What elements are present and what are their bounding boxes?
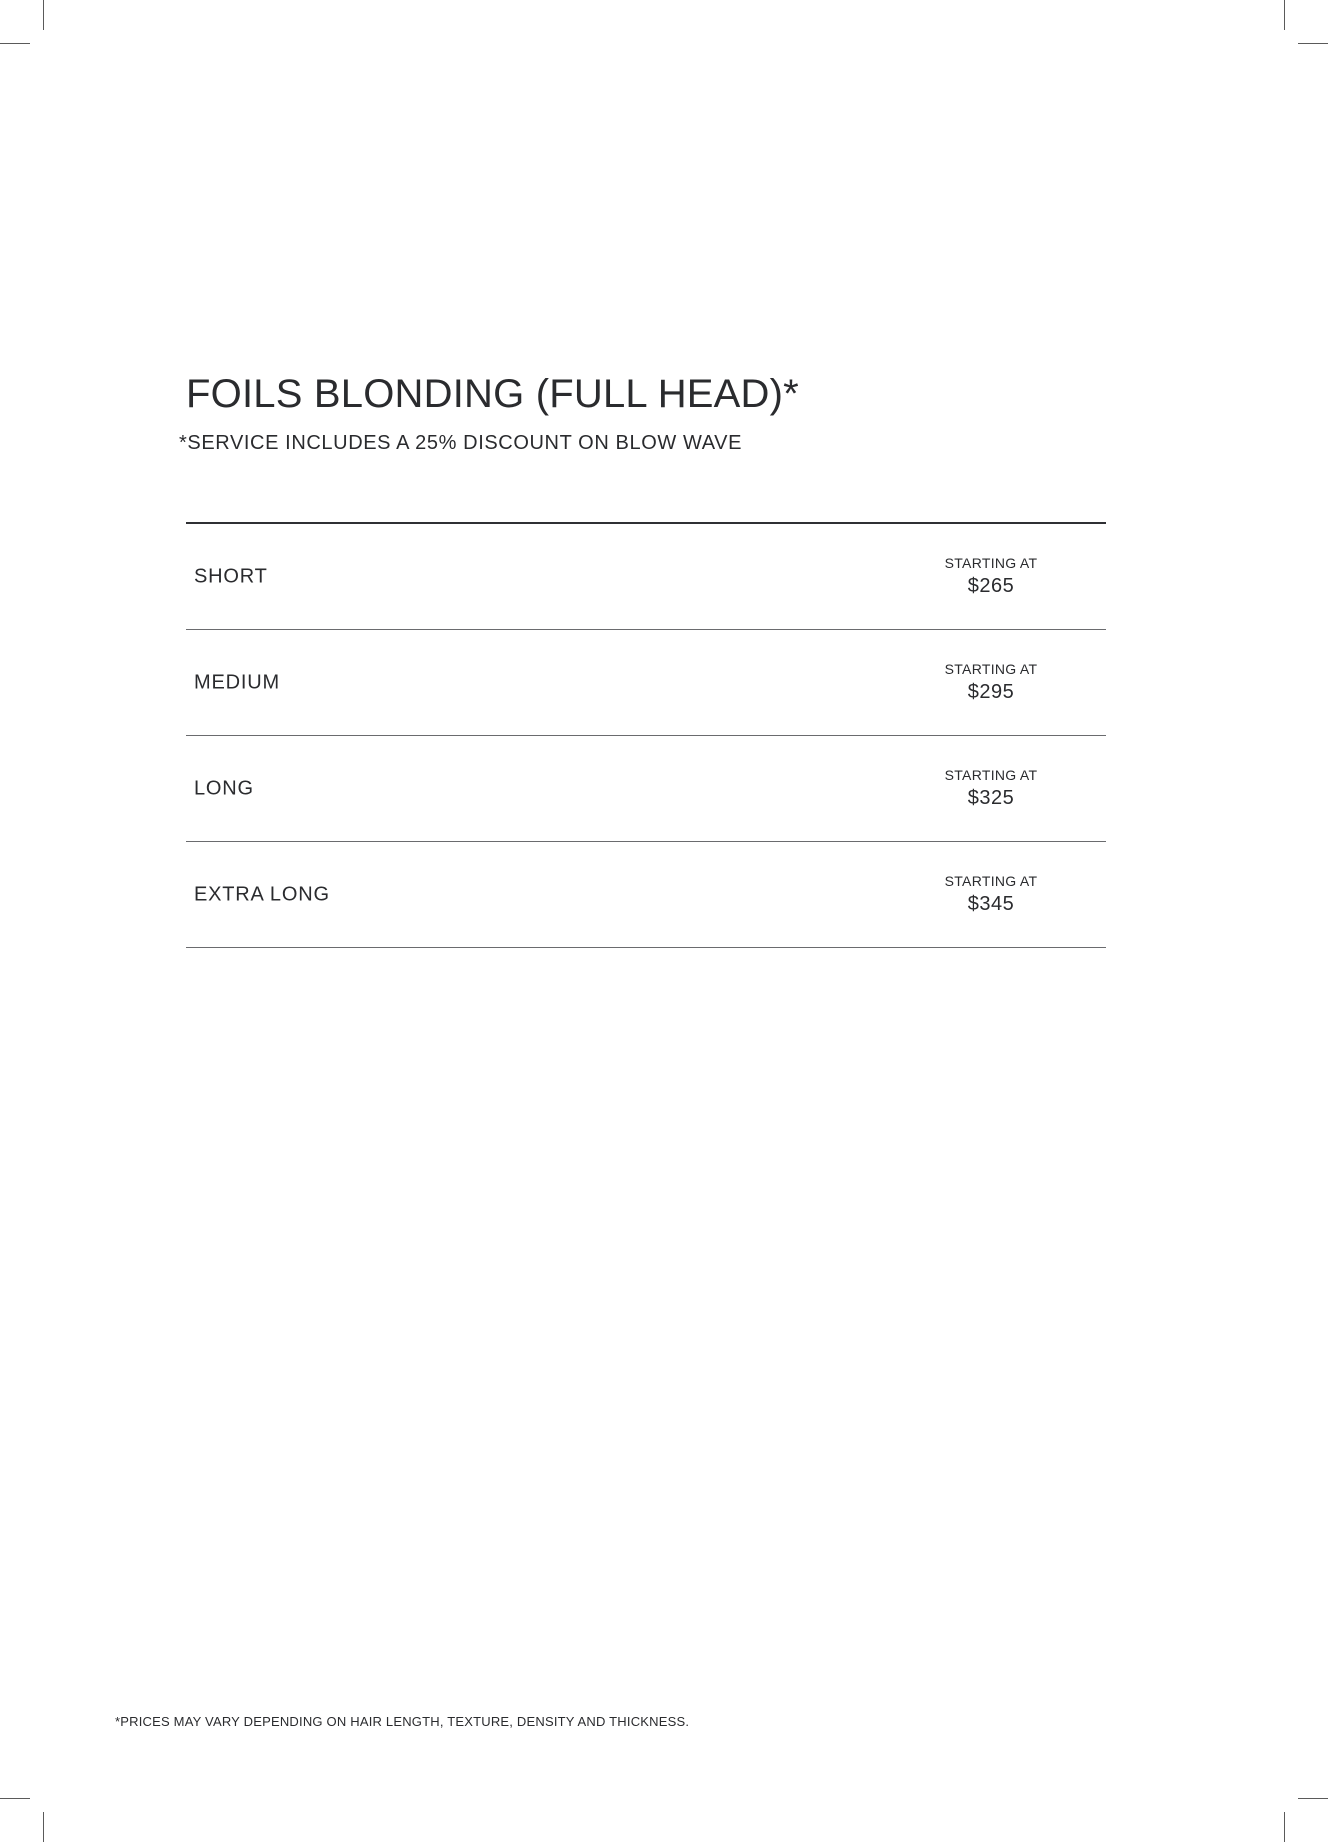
starting-at-label: STARTING AT — [944, 554, 1038, 571]
starting-at-label: STARTING AT — [944, 660, 1038, 677]
price-block — [926, 554, 1056, 600]
price-block — [926, 660, 1056, 706]
price-row — [186, 524, 1106, 630]
crop-mark-bottom-right-vertical — [1284, 1812, 1285, 1842]
crop-mark-bottom-right-horizontal — [1298, 1798, 1328, 1799]
price-row — [186, 842, 1106, 948]
price-block — [926, 872, 1056, 918]
service-length-label: MEDIUM — [194, 671, 280, 693]
starting-at-label: STARTING AT — [944, 872, 1038, 889]
crop-mark-bottom-left-vertical — [43, 1812, 44, 1842]
starting-at-label: STARTING AT — [944, 766, 1038, 783]
crop-mark-top-right-horizontal — [1298, 43, 1328, 44]
service-length-label: EXTRA LONG — [194, 883, 330, 905]
price-list — [186, 522, 1106, 948]
price-value: $265 — [967, 574, 1015, 597]
crop-mark-top-left-vertical — [43, 0, 44, 30]
price-value: $325 — [967, 786, 1015, 809]
page-title: FOILS BLONDING (FULL HEAD)* — [186, 372, 799, 416]
price-value: $345 — [967, 892, 1015, 915]
service-length-label: SHORT — [194, 565, 268, 587]
crop-mark-top-right-vertical — [1284, 0, 1285, 30]
page-subtitle: *SERVICE INCLUDES A 25% DISCOUNT ON BLOW WAVE — [179, 432, 743, 454]
service-length-label: LONG — [194, 777, 254, 799]
crop-mark-bottom-left-horizontal — [0, 1798, 30, 1799]
price-row — [186, 630, 1106, 736]
crop-mark-top-left-horizontal — [0, 43, 30, 44]
price-block — [926, 766, 1056, 812]
pricing-footnote: *PRICES MAY VARY DEPENDING ON HAIR LENGTH, TEXTURE, DENSITY AND THICKNESS. — [115, 1714, 690, 1729]
price-row — [186, 736, 1106, 842]
price-value: $295 — [967, 680, 1015, 703]
